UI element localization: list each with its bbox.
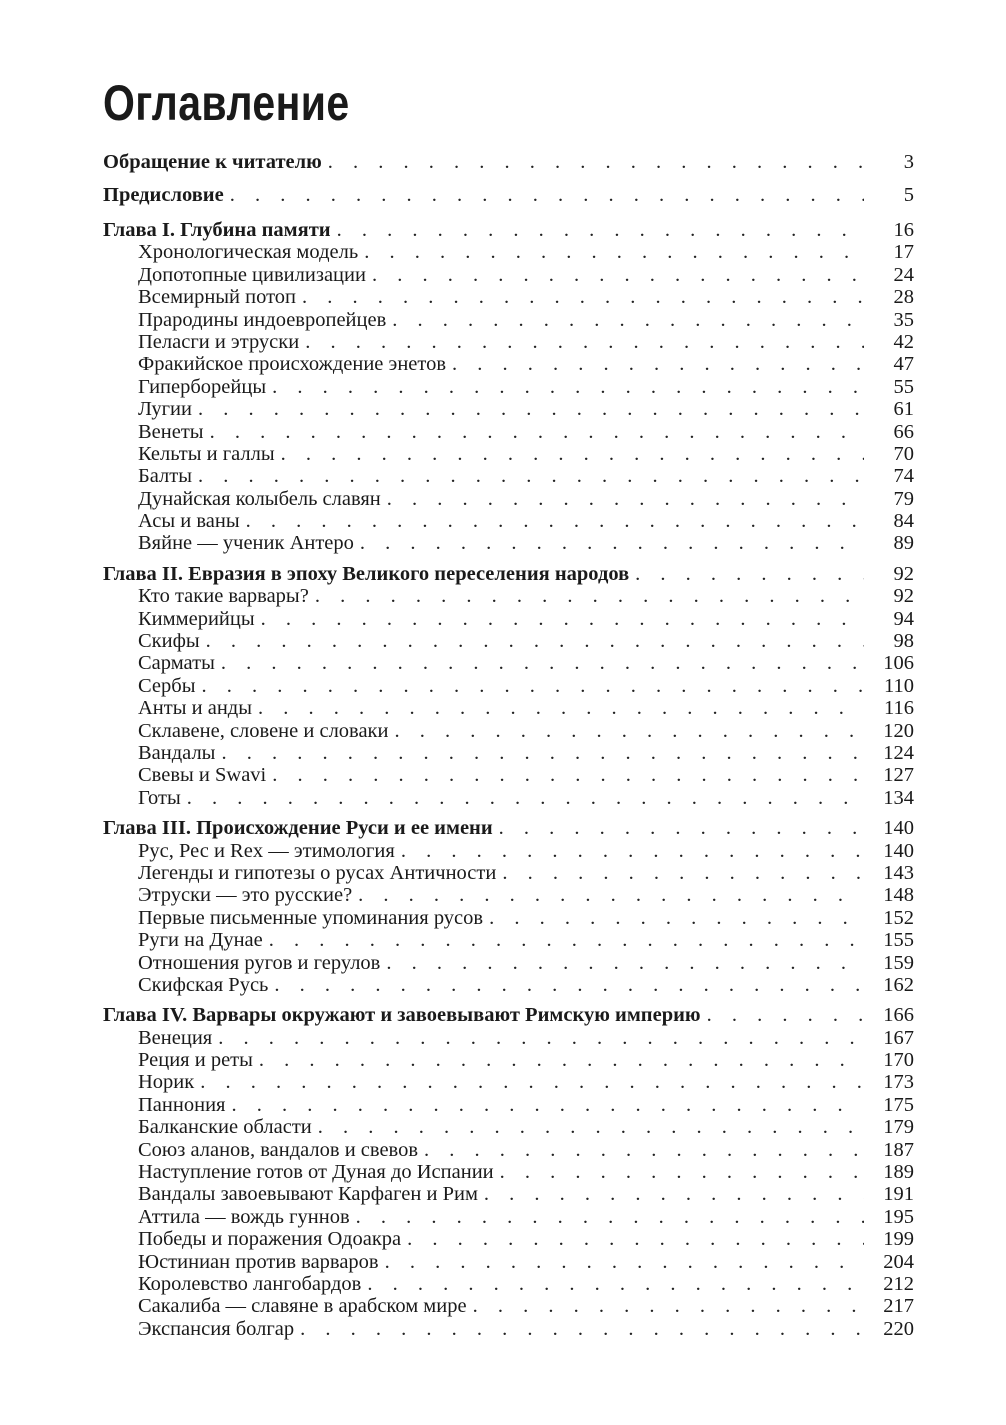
toc-section-entry [103,1251,914,1273]
dot-leader [215,652,864,674]
toc-page-number: 124 [883,741,914,764]
toc-page-number: 5 [903,183,914,206]
toc-section-entry [103,974,914,996]
toc-entry-label: Готы [138,786,181,809]
dot-leader [204,421,864,443]
dot-leader [380,952,864,974]
toc-section-entry [103,398,914,420]
toc-entry-label: Глава III. Происхождение Руси и ее имени [103,817,493,840]
toc-entry-label: Скифская Русь [138,973,269,996]
toc-entry-label: Экспансия болгар [138,1317,295,1340]
toc-page-number: 217 [883,1295,914,1318]
toc-entry-label: Первые письменные упоминания русов [138,906,484,929]
toc-entry-label: Скифы [138,630,200,653]
toc-section-entry [103,764,914,786]
toc-section-entry [103,1161,914,1183]
toc-entry-label: Легенды и гипотезы о русах Античности [138,861,497,884]
dot-leader [467,1295,864,1317]
toc-page-number: 74 [893,465,914,488]
dot-leader [322,146,864,179]
toc-entry-label: Королевство лангобардов [138,1272,362,1295]
toc-page-number: 175 [883,1093,914,1116]
toc-page-number: 116 [884,697,914,720]
toc-page-number: 191 [883,1183,914,1206]
table-of-contents [103,146,914,1340]
toc-entry-label: Вандалы завоевывают Карфаген и Рим [138,1183,478,1206]
toc-page-number: 220 [883,1317,914,1340]
toc-section-entry [103,286,914,308]
dot-leader [240,510,864,532]
toc-entry-label: Паннония [138,1093,226,1116]
toc-page-number: 159 [883,951,914,974]
dot-leader [478,1183,864,1205]
toc-section-entry [103,675,914,697]
dot-leader [401,1228,864,1250]
dot-leader [255,608,864,630]
toc-entry-label: Реция и реты [138,1049,253,1072]
toc-page-number: 187 [883,1138,914,1161]
toc-entry-label: Норик [138,1071,195,1094]
toc-chapter-entry [103,817,914,839]
toc-entry-label: Юстиниан против варваров [138,1250,379,1273]
toc-section-entry [103,585,914,607]
toc-page-number: 167 [883,1026,914,1049]
dot-leader [358,241,864,263]
toc-entry-label: Склавене, словене и словаки [138,719,389,742]
toc-entry-label: Глава II. Евразия в эпоху Великого переселения народов [103,562,630,585]
toc-page-number: 120 [883,719,914,742]
toc-section-entry [103,532,914,554]
toc-entry-label: Руги на Дунае [138,929,263,952]
toc-page-number: 155 [883,929,914,952]
toc-entry-label: Рус, Рес и Rex — этимология [138,839,395,862]
toc-page-number: 140 [883,817,914,840]
toc-page-number: 42 [893,330,914,353]
dot-leader [266,764,864,786]
toc-entry-label: Наступление готов от Дуная до Испании [138,1161,494,1184]
toc-entry-label: Дунайская колыбель славян [138,487,381,510]
toc-entry-label: Допотопные цивилизации [138,263,366,286]
toc-page-number: 92 [893,585,914,608]
toc-entry-label: Пеласги и этруски [138,330,300,353]
dot-leader [388,720,864,742]
toc-page-number: 24 [893,263,914,286]
toc-page-number: 84 [893,510,914,533]
toc-page-number: 179 [883,1116,914,1139]
toc-entry-label: Глава IV. Варвары окружают и завоевывают Римскую империю [103,1004,701,1027]
dot-leader [493,817,864,839]
toc-entry-label: Вяйне — ученик Антеро [138,532,354,555]
toc-chapter-entry [103,1004,914,1026]
dot-leader [352,884,864,906]
toc-section-entry [103,421,914,443]
toc-section-entry [103,331,914,353]
toc-entry-label: Венеция [138,1026,213,1049]
toc-page-number: 162 [883,973,914,996]
toc-section-entry [103,1071,914,1093]
toc-section-entry [103,907,914,929]
dot-leader [361,1273,864,1295]
toc-entry-label: Сербы [138,674,196,697]
dot-leader [701,1004,864,1026]
dot-leader [275,443,864,465]
toc-entry-label: Венеты [138,420,204,443]
toc-page-number: 106 [883,652,914,675]
dot-leader [263,929,864,951]
toc-section-entry [103,1228,914,1250]
toc-page-number: 92 [893,562,914,585]
toc-page-number: 35 [893,308,914,331]
toc-section-entry [103,1049,914,1071]
toc-entry-label: Прародины индоевропейцев [138,308,387,331]
toc-section-entry [103,929,914,951]
toc-page-number: 140 [883,839,914,862]
toc-section-entry [103,652,914,674]
toc-entry-label: Отношения ругов и герулов [138,951,381,974]
toc-entry-label: Свевы и Swavi [138,764,267,787]
toc-entry-label: Сарматы [138,652,215,675]
toc-entry-label: Обращение к читателю [103,151,322,173]
toc-page-number: 47 [893,353,914,376]
dot-leader [194,1071,864,1093]
toc-page-number: 212 [883,1272,914,1295]
dot-leader [395,840,864,862]
toc-page-number: 204 [883,1250,914,1273]
dot-leader [192,398,864,420]
toc-section-entry [103,376,914,398]
dot-leader [331,219,864,241]
toc-section-entry [103,1273,914,1295]
toc-page-number: 189 [883,1161,914,1184]
toc-page-number: 143 [883,861,914,884]
toc-section-entry [103,1116,914,1138]
toc-entry-label: Кто такие варвары? [138,585,309,608]
toc-entry-label: Фракийское происхождение энетов [138,353,447,376]
dot-leader [312,1116,864,1138]
toc-section-entry [103,241,914,263]
toc-section-entry [103,952,914,974]
toc-page-number: 199 [883,1228,914,1251]
dot-leader [294,1318,864,1340]
toc-section-entry [103,884,914,906]
toc-top-entry [103,146,914,179]
toc-entry-label: Этруски — это русские? [138,884,353,907]
toc-section-entry [103,1094,914,1116]
toc-entry-label: Кельты и галлы [138,442,275,465]
toc-page-number: 110 [884,674,914,697]
dot-leader [309,585,864,607]
toc-section-entry [103,1318,914,1340]
dot-leader [629,563,864,585]
toc-section-entry [103,443,914,465]
toc-page-number: 17 [893,241,914,264]
toc-section-entry [103,840,914,862]
dot-leader [366,264,864,286]
toc-section-entry [103,742,914,764]
toc-section-entry [103,264,914,286]
toc-page-number: 170 [883,1049,914,1072]
toc-section-entry [103,1206,914,1228]
toc-page-number: 173 [883,1071,914,1094]
dot-leader [354,532,864,554]
dot-leader [181,787,864,809]
toc-page-number: 134 [883,786,914,809]
toc-section-entry [103,1139,914,1161]
toc-section-entry [103,353,914,375]
toc-entry-label: Предисловие [103,183,224,206]
toc-page-number: 152 [883,906,914,929]
toc-page-number: 66 [893,420,914,443]
toc-page-number: 16 [893,219,914,241]
dot-leader [268,974,864,996]
toc-entry-label: Союз аланов, вандалов и свевов [138,1138,419,1161]
toc-entry-label: Хронологическая модель [138,241,359,264]
toc-page-number: 28 [893,286,914,309]
toc-page-number: 195 [883,1205,914,1228]
toc-page-number: 148 [883,884,914,907]
toc-section-entry [103,1027,914,1049]
dot-leader [195,675,864,697]
toc-section-entry [103,630,914,652]
toc-page-number: 61 [893,398,914,421]
dot-leader [299,331,864,353]
toc-section-entry [103,510,914,532]
toc-entry-label: Гиперборейцы [138,375,267,398]
dot-leader [483,907,864,929]
dot-leader [379,1251,864,1273]
toc-entry-label: Победы и поражения Одоакра [138,1228,402,1251]
dot-leader [215,742,864,764]
toc-page-number: 98 [893,630,914,653]
toc-top-entry [103,179,914,212]
toc-page-number: 89 [893,532,914,555]
toc-page-number: 3 [903,151,914,173]
toc-section-entry [103,488,914,510]
toc-chapter-entry [103,219,914,241]
dot-leader [192,465,864,487]
dot-leader [496,862,864,884]
toc-page-number: 79 [893,487,914,510]
toc-entry-label: Киммерийцы [138,607,255,630]
toc-section-entry [103,1183,914,1205]
dot-leader [386,309,864,331]
toc-entry-label: Аттила — вождь гуннов [138,1205,350,1228]
dot-leader [381,488,864,510]
dot-leader [224,179,864,212]
toc-chapter-entry [103,563,914,585]
dot-leader [446,353,864,375]
toc-entry-label: Сакалиба — славяне в арабском мире [138,1295,467,1318]
toc-entry-label: Глава I. Глубина памяти [103,219,331,241]
toc-entry-label: Лугии [138,398,192,421]
toc-entry-label: Анты и анды [138,697,253,720]
dot-leader [296,286,864,308]
dot-leader [418,1139,864,1161]
toc-section-entry [103,862,914,884]
toc-entry-label: Всемирный потоп [138,286,297,309]
toc-page-number: 166 [883,1004,914,1027]
toc-section-entry [103,608,914,630]
dot-leader [494,1161,864,1183]
toc-section-entry [103,697,914,719]
toc-section-entry [103,465,914,487]
toc-page-number: 70 [893,442,914,465]
toc-section-entry [103,309,914,331]
toc-entry-label: Балканские области [138,1116,312,1139]
toc-section-entry [103,720,914,742]
toc-page-number: 55 [893,375,914,398]
dot-leader [225,1094,864,1116]
toc-entry-label: Асы и ваны [138,510,240,533]
toc-page-number: 127 [883,764,914,787]
dot-leader [266,376,864,398]
toc-section-entry [103,1295,914,1317]
dot-leader [252,697,864,719]
dot-leader [200,630,864,652]
dot-leader [350,1206,864,1228]
toc-entry-label: Вандалы [138,741,216,764]
dot-leader [212,1027,864,1049]
toc-page-number: 94 [893,607,914,630]
toc-entry-label: Балты [138,465,193,488]
toc-section-entry [103,787,914,809]
page-title: Оглавление [103,75,350,131]
dot-leader [253,1049,864,1071]
